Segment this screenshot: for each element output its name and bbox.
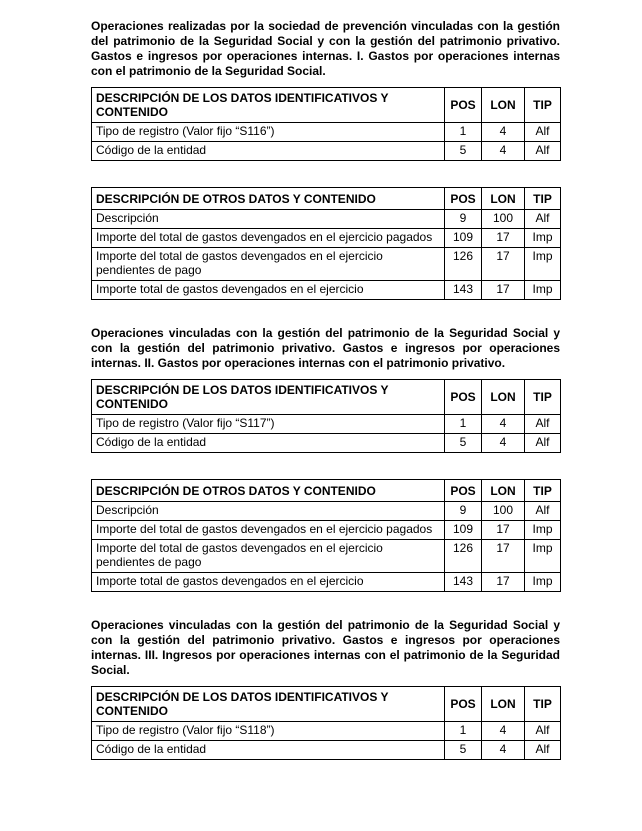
header-pos: POS xyxy=(445,188,482,210)
cell-description: Código de la entidad xyxy=(92,434,445,453)
header-description: DESCRIPCIÓN DE OTROS DATOS Y CONTENIDO xyxy=(92,480,445,502)
cell-tip: Imp xyxy=(525,229,561,248)
cell-tip: Alf xyxy=(525,210,561,229)
id-data-table xyxy=(91,87,561,161)
cell-description: Importe del total de gastos devengados en el ejercicio pendientes de pago xyxy=(92,248,445,281)
cell-pos: 1 xyxy=(445,123,482,142)
table-row xyxy=(92,573,561,592)
cell-description: Descripción xyxy=(92,210,445,229)
cell-lon: 100 xyxy=(482,502,525,521)
table-header-row xyxy=(92,188,561,210)
header-pos: POS xyxy=(445,480,482,502)
cell-lon: 4 xyxy=(482,434,525,453)
cell-tip: Alf xyxy=(525,741,561,760)
cell-tip: Alf xyxy=(525,502,561,521)
cell-description: Tipo de registro (Valor fijo “S116”) xyxy=(92,123,445,142)
header-tip: TIP xyxy=(525,88,561,123)
table-row xyxy=(92,540,561,573)
header-description: DESCRIPCIÓN DE LOS DATOS IDENTIFICATIVOS Y CONTENIDO xyxy=(92,687,445,722)
cell-tip: Alf xyxy=(525,142,561,161)
cell-description: Importe total de gastos devengados en el ejercicio xyxy=(92,573,445,592)
table-row xyxy=(92,123,561,142)
cell-description: Descripción xyxy=(92,502,445,521)
header-lon: LON xyxy=(482,188,525,210)
cell-description: Código de la entidad xyxy=(92,142,445,161)
cell-lon: 17 xyxy=(482,248,525,281)
header-description: DESCRIPCIÓN DE OTROS DATOS Y CONTENIDO xyxy=(92,188,445,210)
table-row xyxy=(92,722,561,741)
document-page xyxy=(91,19,560,760)
cell-pos: 143 xyxy=(445,573,482,592)
table-header-row xyxy=(92,88,561,123)
cell-pos: 143 xyxy=(445,281,482,300)
cell-description: Importe total de gastos devengados en el ejercicio xyxy=(92,281,445,300)
cell-tip: Imp xyxy=(525,573,561,592)
header-lon: LON xyxy=(482,380,525,415)
cell-lon: 100 xyxy=(482,210,525,229)
cell-lon: 17 xyxy=(482,540,525,573)
id-data-table xyxy=(91,686,561,760)
table-header-row xyxy=(92,480,561,502)
cell-description: Importe del total de gastos devengados en el ejercicio pagados xyxy=(92,229,445,248)
cell-pos: 9 xyxy=(445,502,482,521)
header-lon: LON xyxy=(482,88,525,123)
other-data-table xyxy=(91,479,561,592)
header-lon: LON xyxy=(482,687,525,722)
table-row xyxy=(92,415,561,434)
cell-tip: Imp xyxy=(525,248,561,281)
cell-description: Tipo de registro (Valor fijo “S117”) xyxy=(92,415,445,434)
cell-pos: 1 xyxy=(445,722,482,741)
cell-pos: 5 xyxy=(445,142,482,161)
cell-pos: 1 xyxy=(445,415,482,434)
cell-pos: 126 xyxy=(445,540,482,573)
table-header-row xyxy=(92,380,561,415)
cell-pos: 9 xyxy=(445,210,482,229)
cell-lon: 4 xyxy=(482,123,525,142)
table-row xyxy=(92,142,561,161)
cell-lon: 17 xyxy=(482,229,525,248)
cell-pos: 5 xyxy=(445,434,482,453)
header-lon: LON xyxy=(482,480,525,502)
table-row xyxy=(92,521,561,540)
id-data-table xyxy=(91,379,561,453)
header-tip: TIP xyxy=(525,480,561,502)
cell-tip: Alf xyxy=(525,123,561,142)
header-tip: TIP xyxy=(525,188,561,210)
table-row xyxy=(92,248,561,281)
section-heading: Operaciones realizadas por la sociedad de prevención vinculadas con la gestión del patrimonio de la Seguridad Social y con la gestión del patrimonio privativo. Gastos e ingresos por operaciones internas. I. Gastos por operaciones internas con el patrimonio de la Seguridad Social. xyxy=(91,19,560,78)
cell-description: Tipo de registro (Valor fijo “S118”) xyxy=(92,722,445,741)
table-row xyxy=(92,502,561,521)
cell-lon: 17 xyxy=(482,573,525,592)
cell-lon: 4 xyxy=(482,722,525,741)
cell-tip: Alf xyxy=(525,434,561,453)
table-row xyxy=(92,281,561,300)
header-description: DESCRIPCIÓN DE LOS DATOS IDENTIFICATIVOS Y CONTENIDO xyxy=(92,380,445,415)
cell-tip: Imp xyxy=(525,281,561,300)
cell-lon: 17 xyxy=(482,281,525,300)
table-row xyxy=(92,741,561,760)
table-row xyxy=(92,229,561,248)
cell-tip: Alf xyxy=(525,415,561,434)
table-row xyxy=(92,210,561,229)
header-description: DESCRIPCIÓN DE LOS DATOS IDENTIFICATIVOS Y CONTENIDO xyxy=(92,88,445,123)
cell-lon: 4 xyxy=(482,415,525,434)
cell-description: Importe del total de gastos devengados en el ejercicio pagados xyxy=(92,521,445,540)
section-heading: Operaciones vinculadas con la gestión del patrimonio de la Seguridad Social y con la gestión del patrimonio privativo. Gastos e ingresos por operaciones internas. III. Ingresos por operaciones internas con el patrimonio de la Seguridad Social. xyxy=(91,618,560,677)
cell-pos: 126 xyxy=(445,248,482,281)
table-header-row xyxy=(92,687,561,722)
cell-lon: 17 xyxy=(482,521,525,540)
other-data-table xyxy=(91,187,561,300)
header-pos: POS xyxy=(445,687,482,722)
cell-tip: Alf xyxy=(525,722,561,741)
header-pos: POS xyxy=(445,380,482,415)
section-heading: Operaciones vinculadas con la gestión del patrimonio de la Seguridad Social y con la gestión del patrimonio privativo. Gastos e ingresos por operaciones internas. II. Gastos por operaciones internas con el patrimonio privativo. xyxy=(91,326,560,370)
cell-lon: 4 xyxy=(482,142,525,161)
cell-description: Código de la entidad xyxy=(92,741,445,760)
header-tip: TIP xyxy=(525,687,561,722)
header-pos: POS xyxy=(445,88,482,123)
table-row xyxy=(92,434,561,453)
cell-pos: 5 xyxy=(445,741,482,760)
cell-tip: Imp xyxy=(525,521,561,540)
cell-description: Importe del total de gastos devengados en el ejercicio pendientes de pago xyxy=(92,540,445,573)
header-tip: TIP xyxy=(525,380,561,415)
cell-pos: 109 xyxy=(445,229,482,248)
cell-tip: Imp xyxy=(525,540,561,573)
cell-lon: 4 xyxy=(482,741,525,760)
cell-pos: 109 xyxy=(445,521,482,540)
